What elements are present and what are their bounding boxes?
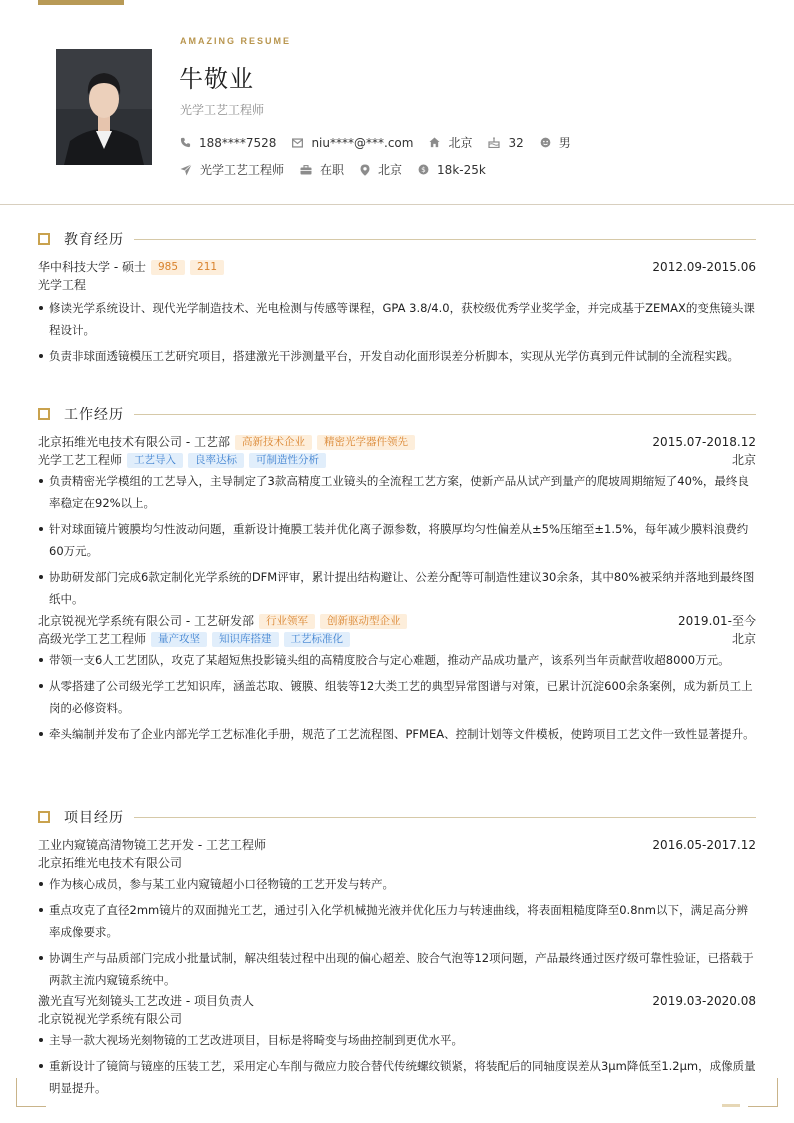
resume-header [0, 0, 794, 205]
mail-icon [292, 138, 303, 148]
job-status-text: 在职 [320, 163, 345, 177]
list-item: 修读光学系统设计、现代光学制造技术、光电检测与传感等课程，GPA 3.8/4.0，获校级优秀学业奖学金，并完成基于ZEMAX的变焦镜头课程设计。 [38, 297, 756, 341]
job-city: 北京 [731, 453, 756, 467]
candidate-role: 光学工艺工程师 [180, 103, 265, 117]
residence-info [429, 134, 472, 151]
project-company: 北京拓维光电技术有限公司 [38, 856, 183, 870]
age-text: 32 [508, 135, 524, 150]
list-item: 带领一支6人工艺团队，攻克了某超短焦投影镜头组的高精度胶合与定心难题，推动产品成功量产，该系列当年贡献营收超8000万元。 [38, 649, 756, 671]
job-position-row [38, 630, 756, 648]
project-name: 激光直写光刻镜头工艺改进 - 项目负责人 [38, 994, 254, 1008]
corner-decoration-right [748, 1078, 778, 1107]
position-tag: 工艺导入 [127, 453, 183, 468]
projects-section [38, 807, 756, 1103]
gender-info [540, 134, 571, 151]
major-row [38, 276, 756, 294]
project-date: 2016.05-2017.12 [652, 838, 756, 852]
email-text: niu****@***.com [311, 135, 414, 150]
age-info [488, 136, 523, 150]
section-divider [134, 817, 756, 818]
gender-icon [540, 137, 551, 148]
list-item: 作为核心成员，参与某工业内窥镜超小口径物镜的工艺开发与转产。 [38, 873, 756, 895]
position-tag: 可制造性分析 [249, 453, 326, 468]
list-item: 协助研发部门完成6款定制化光学系统的DFM评审，累计提出结构避让、公差分配等可制造性建议30余条，其中80%被采纳并落地到最终图纸中。 [38, 566, 756, 610]
education-header [38, 229, 756, 249]
section-divider [134, 239, 756, 240]
job-company: 北京拓维光电技术有限公司 - 工艺部 [38, 435, 230, 449]
email-info [292, 136, 413, 150]
phone-info [180, 136, 276, 150]
education-bullets [38, 297, 756, 367]
phone-text: 188****7528 [199, 135, 277, 150]
list-item: 针对球面镜片镀膜均匀性波动问题，重新设计掩膜工装并优化离子源参数，将膜厚均匀性偏差从±5%压缩至±1.5%，每年减少膜料浪费约60万元。 [38, 518, 756, 562]
send-icon [180, 164, 192, 176]
school-name: 华中科技大学 - 硕士 [38, 260, 146, 274]
list-item: 牵头编制并发布了企业内部光学工艺标准化手册，规范了工艺流程图、PFMEA、控制计划等文件模板，使跨项目工艺文件一致性显著提升。 [38, 723, 756, 745]
school-tag: 211 [190, 260, 224, 275]
list-item: 重新设计了镜筒与镜座的压装工艺，采用定心车削与微应力胶合替代传统螺纹锁紧，将装配后的同轴度误差从3μm降低至1.2μm，成像质量明显提升。 [38, 1055, 756, 1099]
project-name-row [38, 836, 756, 854]
job-bullets [38, 470, 756, 610]
company-tag: 创新驱动型企业 [320, 614, 408, 629]
school-tag: 985 [151, 260, 185, 275]
job-city: 北京 [731, 632, 756, 646]
job-company-row [38, 433, 756, 451]
position-tag: 工艺标准化 [284, 632, 351, 647]
job-bullets [38, 649, 756, 745]
salary-text: 18k-25k [437, 162, 486, 177]
work-header [38, 404, 756, 424]
profile-photo [56, 49, 152, 165]
project-name: 工业内窥镜高清物镜工艺开发 - 工艺工程师 [38, 838, 266, 852]
salary-info [418, 163, 486, 177]
home-icon [429, 137, 440, 148]
section-square-icon [38, 811, 50, 823]
job-position: 高级光学工艺工程师 [38, 632, 147, 646]
project-bullets [38, 1029, 756, 1099]
portrait-icon [56, 49, 152, 165]
svg-text:$: $ [421, 165, 426, 175]
list-item: 负责非球面透镜模压工艺研究项目，搭建激光干涉测量平台，开发自动化面形误差分析脚本，实现从光学仿真到元件试制的全流程实践。 [38, 345, 756, 367]
projects-header [38, 807, 756, 827]
job-entry [38, 433, 756, 610]
education-row [38, 258, 756, 276]
education-title: 教育经历 [64, 232, 124, 248]
section-square-icon [38, 408, 50, 420]
projects-title: 项目经历 [64, 810, 124, 826]
project-name-row [38, 992, 756, 1010]
job-company-row [38, 612, 756, 630]
company-tag: 精密光学器件领先 [317, 435, 415, 450]
project-entry [38, 992, 756, 1099]
section-divider [134, 414, 756, 415]
position-tag: 量产攻坚 [151, 632, 207, 647]
residence-text: 北京 [448, 136, 473, 150]
education-section [38, 229, 756, 371]
phone-icon [180, 137, 191, 148]
project-date: 2019.03-2020.08 [652, 994, 756, 1008]
work-section [38, 404, 756, 749]
job-status-info [300, 161, 344, 178]
project-company-row [38, 1010, 756, 1028]
job-position: 光学工艺工程师 [38, 453, 123, 467]
corner-decoration-left [16, 1078, 46, 1107]
job-entry [38, 612, 756, 745]
work-title: 工作经历 [64, 407, 124, 423]
target-position-text: 光学工艺工程师 [200, 163, 285, 177]
list-item: 主导一款大视场光刻物镜的工艺改进项目，目标是将畸变与场曲控制到更优水平。 [38, 1029, 756, 1051]
job-intent-row [180, 161, 502, 178]
money-icon [418, 164, 429, 175]
list-item: 协调生产与品质部门完成小批量试制，解决组装过程中出现的偏心超差、胶合气泡等12项问题，产品最终通过医疗级可靠性验证，已搭载于两款主流内窥镜系统中。 [38, 947, 756, 991]
section-square-icon [38, 233, 50, 245]
job-date: 2015.07-2018.12 [652, 435, 756, 449]
project-company: 北京锐视光学系统有限公司 [38, 1012, 183, 1026]
company-tag: 行业领军 [259, 614, 315, 629]
target-position-info [180, 161, 284, 178]
page-marker [722, 1104, 740, 1107]
project-company-row [38, 854, 756, 872]
resume-eyebrow: AMAZING RESUME [180, 36, 291, 46]
job-company: 北京锐视光学系统有限公司 - 工艺研发部 [38, 614, 254, 628]
contact-info-row [180, 134, 587, 151]
education-date: 2012.09-2015.06 [652, 260, 756, 274]
major-name: 光学工程 [38, 278, 87, 292]
briefcase-icon [300, 165, 312, 175]
cake-icon [488, 137, 500, 148]
company-tag: 高新技术企业 [235, 435, 312, 450]
list-item: 重点攻克了直径2mm镜片的双面抛光工艺，通过引入化学机械抛光液并优化压力与转速曲线，将表面粗糙度降至0.8nm以下，满足高分辨率成像要求。 [38, 899, 756, 943]
job-position-row [38, 451, 756, 469]
list-item: 负责精密光学模组的工艺导入，主导制定了3款高精度工业镜头的全流程工艺方案，使新产品从试产到量产的爬坡周期缩短了40%，最终良率稳定在92%以上。 [38, 470, 756, 514]
job-date: 2019.01-至今 [678, 614, 756, 628]
list-item: 从零搭建了公司级光学工艺知识库，涵盖芯取、镀膜、组装等12大类工艺的典型异常图谱与对策，已累计沉淀600余条案例，成为新员工上岗的必修资料。 [38, 675, 756, 719]
location-icon [360, 164, 370, 176]
project-entry [38, 836, 756, 991]
project-bullets [38, 873, 756, 991]
target-city-info [360, 161, 402, 178]
candidate-name: 牛敬业 [179, 65, 254, 93]
target-city-text: 北京 [378, 163, 403, 177]
position-tag: 知识库搭建 [212, 632, 279, 647]
position-tag: 良率达标 [188, 453, 244, 468]
gender-text: 男 [558, 136, 571, 150]
